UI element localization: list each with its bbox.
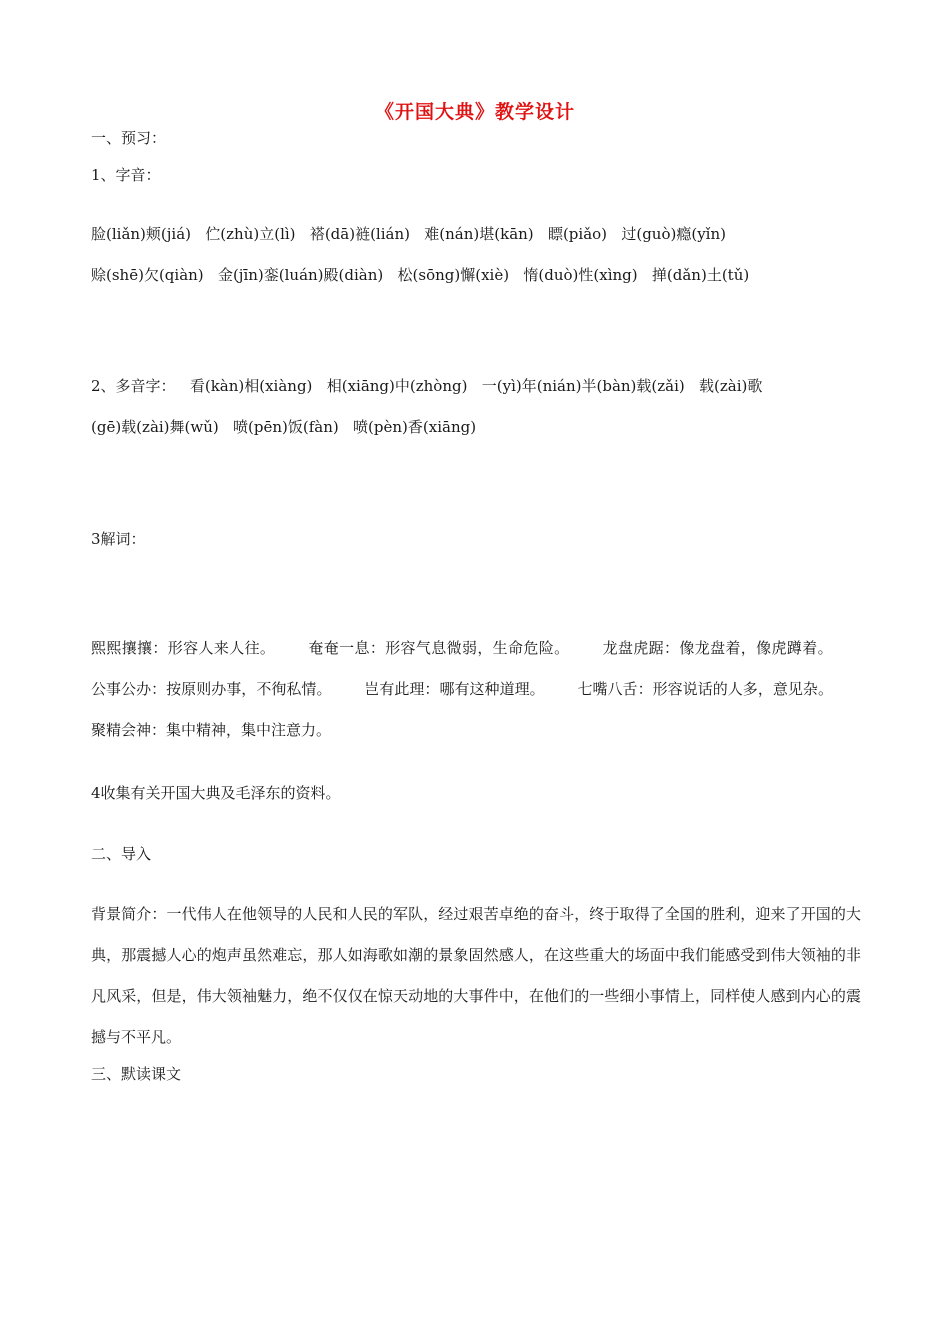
definition-item: 聚精会神：集中精神，集中注意力。 bbox=[91, 721, 332, 739]
document-title: 《开国大典》教学设计 bbox=[374, 101, 575, 123]
section-heading-preview: 一、预习： bbox=[91, 129, 167, 147]
definition-item: 公事公办：按原则办事，不徇私情。 bbox=[91, 680, 332, 698]
section-heading-reading: 三、默读课文 bbox=[91, 1065, 182, 1083]
polyphonic-line-1: 2、多音字： 看(kàn)相(xiàng) 相(xiāng)中(zhòng) 一(yì)年(nián)半(bàn)载(zǎi) 载(zài)歌 bbox=[91, 377, 763, 395]
definition-item: 奄奄一息：形容气息微弱，生命危险。 bbox=[308, 639, 570, 657]
pronunciation-label: 1、字音： bbox=[91, 166, 161, 184]
definition-item: 熙熙攘攘：形容人来人往。 bbox=[91, 639, 276, 657]
definition-item: 岂有此理：哪有这种道理。 bbox=[364, 680, 545, 698]
background-paragraph: 背景简介：一代伟人在他领导的人民和人民的军队，经过艰苦卓绝的奋斗，终于取得了全国的胜利，迎来了开国的大典，那震撼人心的炮声虽然难忘，那人如海歌如潮的景象固然感人，在这些重大的场面中我们能感受到伟大领袖的非凡风采，但是，伟大领袖魅力，绝不仅仅在惊天动地的大事件中，在他们的一些细小事情上，同样使人感到内心的震撼与不平凡。 bbox=[91, 905, 861, 1046]
definition-item: 龙盘虎踞：像龙盘着，像虎蹲着。 bbox=[602, 639, 833, 657]
definition-item: 七嘴八舌：形容说话的人多，意见杂。 bbox=[577, 680, 833, 698]
vocabulary-label: 3解词： bbox=[91, 530, 146, 548]
pronunciation-line-1: 脸(liǎn)颊(jiá) 伫(zhù)立(lì) 褡(dā)裢(lián) 难(nán)堪(kān) 瞟(piǎo) 过(guò)瘾(yǐn) bbox=[91, 225, 726, 243]
definitions-paragraph bbox=[91, 628, 861, 751]
section-heading-intro: 二、导入 bbox=[91, 845, 152, 863]
materials-task: 4收集有关开国大典及毛泽东的资料。 bbox=[91, 784, 341, 802]
polyphonic-line-2: (gē)载(zài)舞(wǔ) 喷(pēn)饭(fàn) 喷(pèn)香(xiāng) bbox=[91, 418, 477, 436]
pronunciation-line-2: 赊(shē)欠(qiàn) 金(jīn)銮(luán)殿(diàn) 松(sōng)懈(xiè) 惰(duò)性(xìng) 掸(dǎn)土(tǔ) bbox=[91, 266, 750, 284]
